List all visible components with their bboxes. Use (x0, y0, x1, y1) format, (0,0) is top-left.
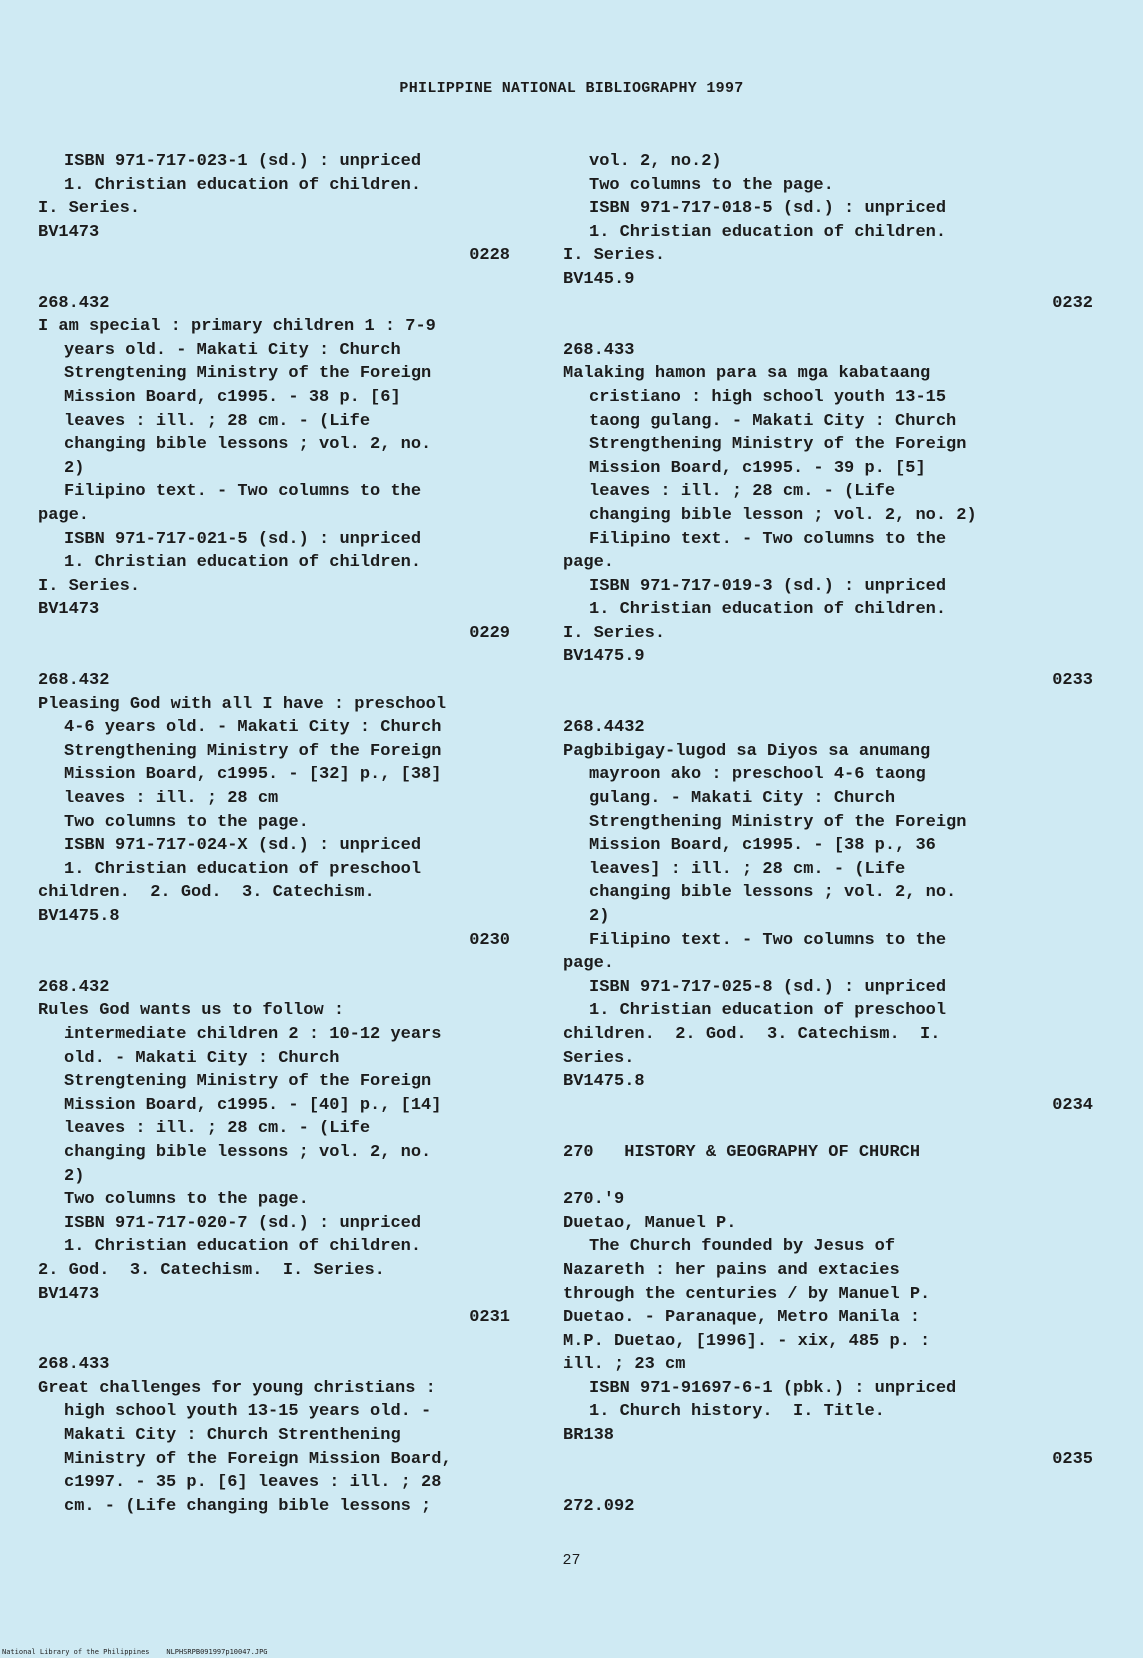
entry-number: 0231 (469, 1308, 510, 1328)
bibliography-line: M.P. Duetao, [1996]. - xix, 485 p. : (563, 1331, 931, 1351)
bibliography-line: page. (563, 954, 615, 974)
bibliography-line: Rules God wants us to follow : (38, 1001, 345, 1021)
bibliography-line: BV1475.8 (563, 1072, 645, 1092)
bibliography-line: leaves : ill. ; 28 cm (64, 789, 279, 809)
bibliography-line: high school youth 13-15 years old. - (64, 1402, 432, 1422)
bibliography-line: ISBN 971-717-025-8 (sd.) : unpriced (589, 977, 947, 997)
spacer (38, 952, 538, 976)
bibliography-line: The Church founded by Jesus of (589, 1237, 896, 1257)
bibliography-line: Strengtening Ministry of the Foreign (64, 1072, 432, 1092)
bibliography-line: ISBN 971-717-024-X (sd.) : unpriced (64, 836, 422, 856)
bibliography-line: changing bible lessons ; vol. 2, no. (64, 1142, 432, 1162)
bibliography-line: ISBN 971-717-019-3 (sd.) : unpriced (589, 576, 947, 596)
bibliography-line: 1. Christian education of preschool (589, 1001, 947, 1021)
bibliography-line: Nazareth : her pains and extacies (563, 1260, 900, 1280)
entry-number: 0230 (469, 930, 510, 950)
bibliography-line: page. (38, 505, 90, 525)
spacer (38, 1330, 538, 1354)
bibliography-line: 1. Christian education of children. (589, 600, 947, 620)
bibliography-line: 270 HISTORY & GEOGRAPHY OF CHURCH (563, 1142, 921, 1162)
page-number: 27 (562, 1552, 581, 1569)
bibliography-line: intermediate children 2 : 10-12 years (64, 1024, 442, 1044)
bibliography-line: Mission Board, c1995. - 38 p. [6] (64, 387, 401, 407)
spacer (563, 315, 1123, 339)
bibliography-line: Mission Board, c1995. - [32] p., [38] (64, 765, 442, 785)
bibliography-line: leaves : ill. ; 28 cm. - (Life (64, 411, 371, 431)
bibliography-line: 268.433 (38, 1355, 110, 1375)
bibliography-line: 268.432 (38, 671, 110, 691)
bibliography-line: I am special : primary children 1 : 7-9 (38, 317, 436, 337)
bibliography-line: I. Series. (38, 576, 141, 596)
bibliography-line: Malaking hamon para sa mga kabataang (563, 364, 931, 384)
spacer (38, 645, 538, 669)
bibliography-line: Series. (563, 1048, 635, 1068)
bibliography-line: changing bible lessons ; vol. 2, no. (589, 883, 957, 903)
bibliography-line: old. - Makati City : Church (64, 1048, 340, 1068)
bibliography-line: Ministry of the Foreign Mission Board, (64, 1449, 452, 1469)
bibliography-line: gulang. - Makati City : Church (589, 789, 896, 809)
bibliography-line: 270.'9 (563, 1190, 625, 1210)
right-column (563, 150, 1123, 1518)
bibliography-line: Pagbibigay-lugod sa Diyos sa anumang (563, 741, 931, 761)
bibliography-line: Strengthening Ministry of the Foreign (589, 812, 967, 832)
bibliography-line: 4-6 years old. - Makati City : Church (64, 718, 442, 738)
bibliography-line: ISBN 971-717-021-5 (sd.) : unpriced (64, 529, 422, 549)
bibliography-line: 272.092 (563, 1496, 635, 1516)
bibliography-line: Two columns to the page. (64, 1190, 309, 1210)
spacer (38, 268, 538, 292)
bibliography-line: leaves] : ill. ; 28 cm. - (Life (589, 859, 906, 879)
bibliography-line: Duetao. - Paranaque, Metro Manila : (563, 1308, 921, 1328)
bibliography-line: mayroon ako : preschool 4-6 taong (589, 765, 926, 785)
bibliography-line: 2. God. 3. Catechism. I. Series. (38, 1260, 385, 1280)
bibliography-line: cm. - (Life changing bible lessons ; (64, 1496, 432, 1516)
bibliography-line: BV1473 (38, 222, 100, 242)
bibliography-line: 268.432 (38, 977, 110, 997)
bibliography-line: page. (563, 553, 615, 573)
spacer (563, 1117, 1123, 1141)
bibliography-line: Duetao, Manuel P. (563, 1213, 737, 1233)
bibliography-line: Strengthening Ministry of the Foreign (589, 435, 967, 455)
bibliography-line: Mission Board, c1995. - [40] p., [14] (64, 1095, 442, 1115)
bibliography-line: Filipino text. - Two columns to the (589, 930, 947, 950)
spacer (563, 1165, 1123, 1189)
bibliography-line: ISBN 971-717-023-1 (sd.) : unpriced (64, 152, 422, 171)
bibliography-line: vol. 2, no.2) (589, 152, 722, 171)
bibliography-line: I. Series. (563, 246, 666, 266)
bibliography-line: 268.433 (563, 340, 635, 360)
bibliography-line: I. Series. (563, 623, 666, 643)
bibliography-line: Mission Board, c1995. - [38 p., 36 (589, 836, 936, 856)
bibliography-line: BV1473 (38, 1284, 100, 1304)
bibliography-line: ISBN 971-717-018-5 (sd.) : unpriced (589, 199, 947, 219)
bibliography-line: ISBN 971-91697-6-1 (pbk.) : unpriced (589, 1378, 957, 1398)
bibliography-line: 1. Christian education of children. (64, 1237, 422, 1257)
bibliography-line: 1. Church history. I. Title. (589, 1402, 885, 1422)
entry-number: 0235 (1052, 1449, 1093, 1469)
bibliography-line: years old. - Makati City : Church (64, 340, 401, 360)
bibliography-line: Two columns to the page. (64, 812, 309, 832)
bibliography-line: 2) (64, 1166, 85, 1186)
spacer (563, 1471, 1123, 1495)
bibliography-line: 2) (64, 458, 85, 478)
bibliography-line: BR138 (563, 1426, 615, 1446)
bibliography-line: BV1475.9 (563, 647, 645, 667)
bibliography-line: 1. Christian education of children. (64, 553, 422, 573)
bibliography-line: Mission Board, c1995. - 39 p. [5] (589, 458, 926, 478)
bibliography-line: Filipino text. - Two columns to the (589, 529, 947, 549)
bibliography-line: 268.4432 (563, 718, 645, 738)
entry-number: 0232 (1052, 293, 1093, 313)
bibliography-line: BV1475.8 (38, 907, 120, 926)
bibliography-line: 2) (589, 907, 610, 926)
bibliography-line: BV1473 (38, 600, 100, 620)
bibliography-line: 1. Christian education of preschool (64, 859, 422, 879)
bibliography-line: changing bible lessons ; vol. 2, no. (64, 435, 432, 455)
bibliography-line: children. 2. God. 3. Catechism. I. (563, 1024, 941, 1044)
left-column (38, 150, 538, 1518)
entry-number: 0233 (1052, 671, 1093, 691)
entry-number: 0229 (469, 623, 510, 643)
bibliography-line: taong gulang. - Makati City : Church (589, 411, 957, 431)
bibliography-line: cristiano : high school youth 13-15 (589, 387, 947, 407)
bibliography-line: through the centuries / by Manuel P. (563, 1284, 931, 1304)
bibliography-line: Strengthening Ministry of the Foreign (64, 741, 442, 761)
footer-caption: National Library of the Philippines NLPHSRPB091997p10047.JPG (2, 1648, 268, 1656)
bibliography-line: Strengtening Ministry of the Foreign (64, 364, 432, 384)
bibliography-line: changing bible lesson ; vol. 2, no. 2) (589, 505, 977, 525)
bibliography-line: leaves : ill. ; 28 cm. - (Life (64, 1119, 371, 1139)
spacer (563, 693, 1123, 717)
bibliography-line: Great challenges for young christians : (38, 1378, 436, 1398)
bibliography-line: Filipino text. - Two columns to the (64, 482, 422, 502)
bibliography-line: ISBN 971-717-020-7 (sd.) : unpriced (64, 1213, 422, 1233)
bibliography-line: children. 2. God. 3. Catechism. (38, 883, 375, 903)
bibliography-line: 1. Christian education of children. (64, 175, 422, 195)
bibliography-line: Makati City : Church Strenthening (64, 1426, 401, 1446)
bibliography-line: Pleasing God with all I have : preschool (38, 694, 447, 714)
page-title: PHILIPPINE NATIONAL BIBLIOGRAPHY 1997 (399, 80, 744, 97)
entry-number: 0228 (469, 246, 510, 266)
bibliography-line: ill. ; 23 cm (563, 1355, 686, 1375)
entry-number: 0234 (1052, 1095, 1093, 1115)
bibliography-line: c1997. - 35 p. [6] leaves : ill. ; 28 (64, 1473, 442, 1493)
bibliography-line: BV145.9 (563, 269, 635, 289)
bibliography-line: leaves : ill. ; 28 cm. - (Life (589, 482, 896, 502)
bibliography-line: 1. Christian education of children. (589, 222, 947, 242)
bibliography-line: I. Series. (38, 199, 141, 219)
bibliography-line: Two columns to the page. (589, 175, 834, 195)
bibliography-line: 268.432 (38, 293, 110, 313)
